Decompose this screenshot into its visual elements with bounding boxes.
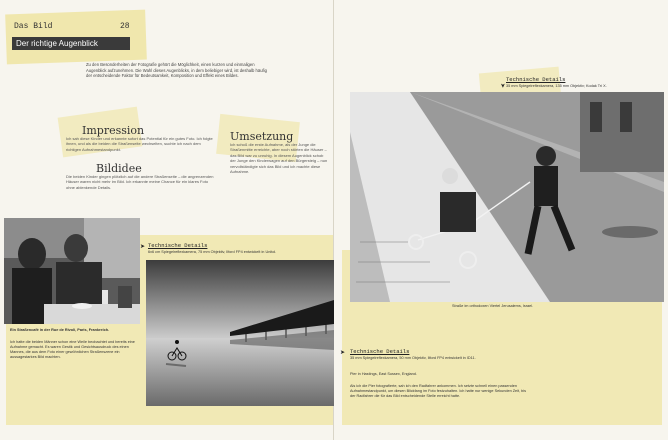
impression-text: Ich sah diese Kinder und erkannte sofort das Potential für ein gutes Foto. Ich folgte ihnen, und als die beiden die Straßenseite wechselten, suchte ich nach dem richtigen Aufnahmestandpunkt. [66,136,213,152]
page-title: Der richtige Augenblick [12,37,130,50]
caption-pier-text: Als ich die Pier fotografierte, sah ich den Radfahrer ankommen. Ich setzte schnell einen passenden Aufnahmestandpunkt, um diesen Blickfang im Foto festzuhalten. Ich hatte nur wenige Sekunden Zeit, bis der Radfahrer die für das Bild entscheidende Stelle erreicht hatte. [350,384,527,398]
section-label: Das Bild [14,22,53,31]
intro-text: Zu den Besonderheiten der Fotografie gehört die Möglichkeit, einen kurzen und einmaligen Augenblick aufzunehmen. Die Wahl dieses Augenblicks, in dem beliebiger wird, ist deshalb häufig der entscheidende Faktor für Bedeutsamkeit, Komposition und Effekt eines Bildes. [86,62,267,79]
cafe-photo [4,218,140,324]
caption-street: Straße im orthodoxen Viertel Jerusalems, Israel. [452,304,534,308]
umsetzung-heading: Umsetzung [230,130,294,143]
pier-photo [146,260,334,406]
tech-details-label-street: Technische Details [506,76,566,83]
impression-heading: Impression [82,124,145,137]
caption-cafe: Ein Straßencafé in der Rue de Rivoli, Paris, Frankreich. [10,328,110,332]
tech-details-text-street: 35 mm Spiegelreflexkamera, 135 mm Objektiv; Kodak Tri X. [506,84,607,88]
tech-details-text-pier: 35 mm Spiegelreflexkamera, 50 mm Objektiv, Ilford FP4 entwickelt in ID11. [350,356,476,360]
caption-cafe-text: Ich hatte die beiden Männer schon eine Weile beobachtet und bereits eine Aufnahme gemacht. Es waren Gestik und Gesichtsausdruck des einen Mannes, die aus dem Foto einer gewöhnlichen Straßenszene ein aussagestarkes Bild machten. [10,340,135,359]
caption-pier-place: Pier in Hastings, East Sussex, England. [350,372,417,376]
arrow-down-icon: ➤ [499,82,506,89]
tech-details-text-cafe: 6x6 cm Spiegelreflexkamera, 75 mm Objektiv, Ilford FP4 entwickelt in Unitol. [148,250,277,254]
arrow-left-icon: ➤ [340,350,346,356]
street-photo [350,92,664,302]
page-number: 28 [120,22,130,31]
bildidee-text: Die beiden Kinder gingen plötzlich auf die andere Straßenseite – die angrenzenden Häuser waren nicht mehr im Bild. Ich erkannte meine Chance für ein klares Foto ohne ablenkende Details. [66,174,214,190]
umsetzung-text: Ich schoß die erste Aufnahme, als der Junge die Straßenmitte erreichte, aber noch störten die Häuser – das Bild war zu unruhig. In diesem Augenblick schob der Junge den Kinderwagen auf den Bürgersteig – nun vervollständigte sich das Bild und ich machte diese Aufnahme. [230,142,328,175]
arrow-right-icon: ➤ [140,244,146,250]
tech-details-label-pier: Technische Details [350,348,410,355]
bildidee-heading: Bildidee [96,162,142,175]
tech-details-label-cafe: Technische Details [148,242,208,249]
